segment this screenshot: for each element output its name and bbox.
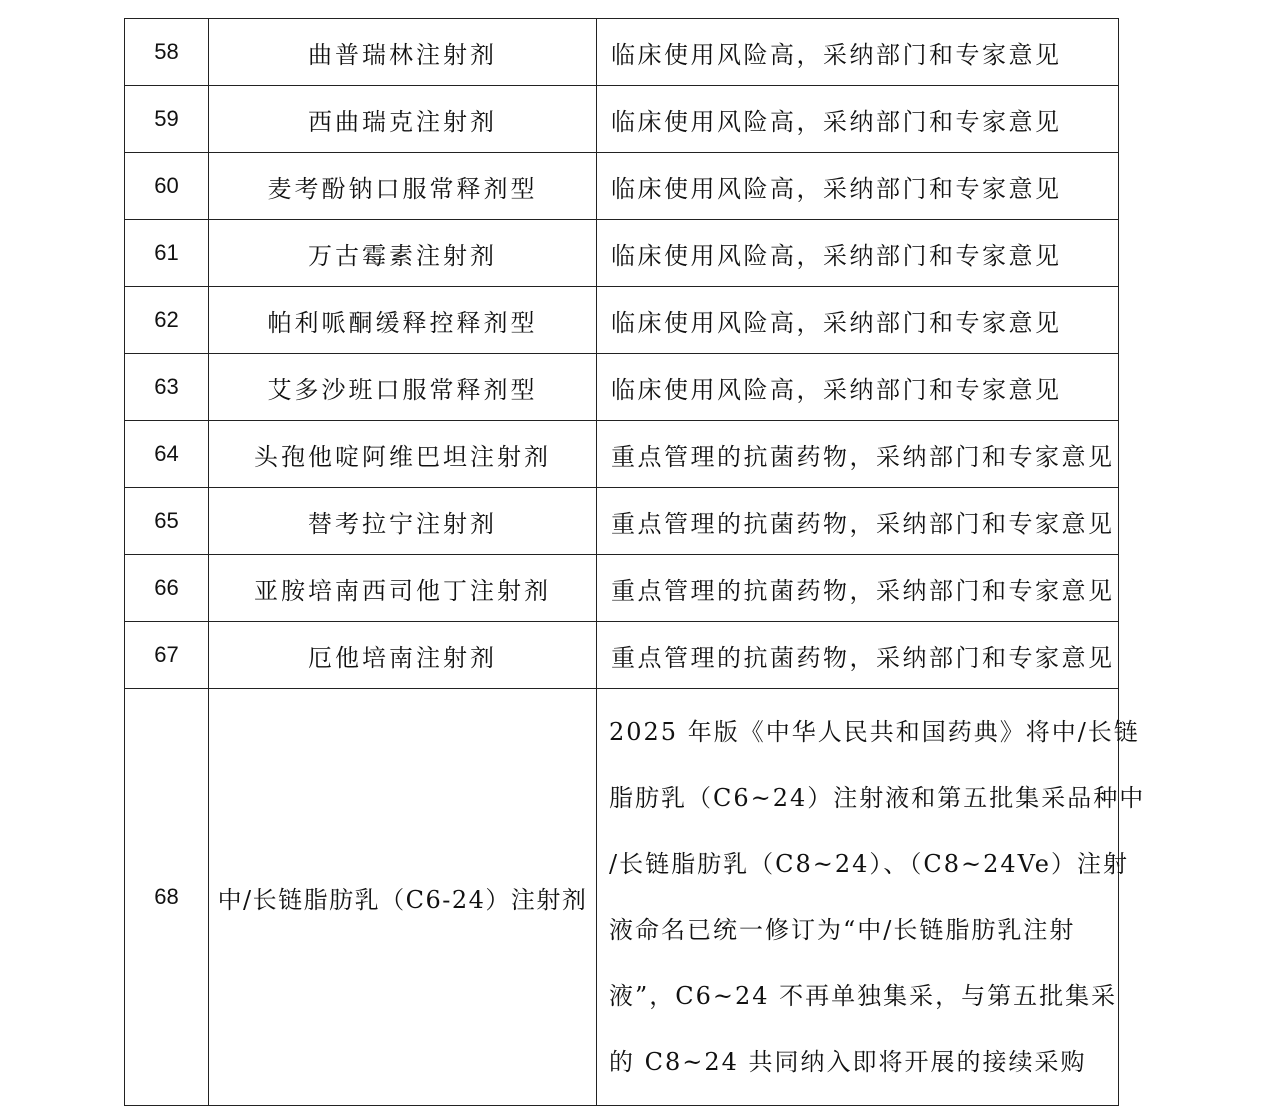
drug-list-table [124, 18, 1146, 1106]
reason-line: 脂肪乳（C6~24）注射液和第五批集采品种中 [609, 784, 1146, 812]
table-row [125, 421, 1119, 488]
exclusion-reason: 重点管理的抗菌药物，采纳部门和专家意见 [597, 421, 1119, 488]
reason-line: 的 C8~24 共同纳入即将开展的接续采购 [609, 1048, 1087, 1076]
exclusion-reason: 重点管理的抗菌药物，采纳部门和专家意见 [597, 622, 1119, 689]
row-number: 60 [125, 153, 209, 220]
table-row [125, 86, 1119, 153]
drug-name: 替考拉宁注射剂 [209, 488, 597, 555]
row-number: 68 [125, 689, 209, 1106]
table-row [125, 488, 1119, 555]
exclusion-reason: 重点管理的抗菌药物，采纳部门和专家意见 [597, 488, 1119, 555]
exclusion-reason: 临床使用风险高，采纳部门和专家意见 [597, 220, 1119, 287]
row-number: 58 [125, 19, 209, 86]
exclusion-reason: 重点管理的抗菌药物，采纳部门和专家意见 [597, 555, 1119, 622]
drug-name: 万古霉素注射剂 [209, 220, 597, 287]
drug-name: 艾多沙班口服常释剂型 [209, 354, 597, 421]
row-number: 64 [125, 421, 209, 488]
table-row-last [125, 689, 1119, 1106]
row-number: 62 [125, 287, 209, 354]
drug-name: 亚胺培南西司他丁注射剂 [209, 555, 597, 622]
drug-name: 中/长链脂肪乳（C6-24）注射剂 [209, 689, 597, 1106]
reason-line: 2025 年版《中华人民共和国药典》将中/长链 [609, 718, 1140, 746]
table-row [125, 19, 1119, 86]
drug-name: 西曲瑞克注射剂 [209, 86, 597, 153]
row-number: 65 [125, 488, 209, 555]
table-row [125, 622, 1119, 689]
exclusion-reason: 临床使用风险高，采纳部门和专家意见 [597, 354, 1119, 421]
table-row [125, 220, 1119, 287]
drug-name: 麦考酚钠口服常释剂型 [209, 153, 597, 220]
reason-line: /长链脂肪乳（C8~24）、（C8~24Ve）注射 [609, 850, 1129, 878]
table-row [125, 287, 1119, 354]
drug-name: 帕利哌酮缓释控释剂型 [209, 287, 597, 354]
reason-line: 液”，C6~24 不再单独集采，与第五批集采 [609, 982, 1118, 1010]
exclusion-reason: 临床使用风险高，采纳部门和专家意见 [597, 287, 1119, 354]
row-number: 59 [125, 86, 209, 153]
row-number: 67 [125, 622, 209, 689]
row-number: 61 [125, 220, 209, 287]
table-row [125, 354, 1119, 421]
drug-name: 厄他培南注射剂 [209, 622, 597, 689]
drug-name: 曲普瑞林注射剂 [209, 19, 597, 86]
table-row [125, 555, 1119, 622]
table-row [125, 153, 1119, 220]
row-number: 63 [125, 354, 209, 421]
reason-line: 液命名已统一修订为“中/长链脂肪乳注射 [609, 916, 1076, 944]
exclusion-reason-long [597, 689, 1146, 1106]
exclusion-reason: 临床使用风险高，采纳部门和专家意见 [597, 19, 1119, 86]
row-number: 66 [125, 555, 209, 622]
exclusion-reason: 临床使用风险高，采纳部门和专家意见 [597, 153, 1119, 220]
exclusion-reason: 临床使用风险高，采纳部门和专家意见 [597, 86, 1119, 153]
drug-name: 头孢他啶阿维巴坦注射剂 [209, 421, 597, 488]
